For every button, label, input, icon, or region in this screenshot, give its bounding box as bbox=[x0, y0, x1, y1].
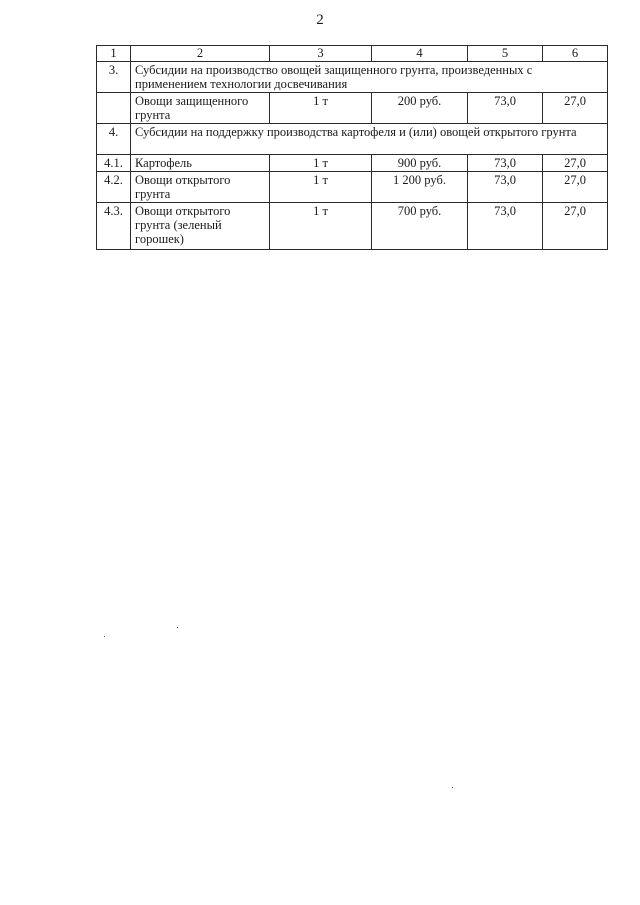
header-cell-1: 1 bbox=[97, 46, 131, 62]
row-number: 4.2. bbox=[97, 172, 131, 203]
rate-cell: 900 руб. bbox=[372, 155, 468, 172]
row-number: 3. bbox=[97, 62, 131, 93]
col5-cell: 73,0 bbox=[468, 172, 543, 203]
product-name: Картофель bbox=[131, 155, 270, 172]
table-header-row bbox=[97, 46, 608, 62]
header-cell-2: 2 bbox=[131, 46, 270, 62]
header-cell-5: 5 bbox=[468, 46, 543, 62]
col6-cell: 27,0 bbox=[543, 172, 608, 203]
section-title: Субсидии на производство овощей защищенного грунта, произведенных с применением технологии досвечивания bbox=[131, 62, 608, 93]
rate-cell: 700 руб. bbox=[372, 203, 468, 250]
table-row bbox=[97, 93, 608, 124]
page-number: 2 bbox=[316, 12, 324, 28]
col6-cell: 27,0 bbox=[543, 93, 608, 124]
rate-cell: 1 200 руб. bbox=[372, 172, 468, 203]
row-number: 4. bbox=[97, 124, 131, 155]
col6-cell: 27,0 bbox=[543, 203, 608, 250]
header-cell-4: 4 bbox=[372, 46, 468, 62]
col6-cell: 27,0 bbox=[543, 155, 608, 172]
unit-cell: 1 т bbox=[270, 172, 372, 203]
unit-cell: 1 т bbox=[270, 155, 372, 172]
col5-cell: 73,0 bbox=[468, 155, 543, 172]
rate-cell: 200 руб. bbox=[372, 93, 468, 124]
scan-speck bbox=[452, 787, 453, 788]
row-number: 4.1. bbox=[97, 155, 131, 172]
table-row bbox=[97, 62, 608, 93]
unit-cell: 1 т bbox=[270, 203, 372, 250]
section-title: Субсидии на поддержку производства картофеля и (или) овощей открытого грунта bbox=[131, 124, 608, 155]
product-name: Овощи открытого грунта (зеленый горошек) bbox=[131, 203, 270, 250]
product-name: Овощи открытого грунта bbox=[131, 172, 270, 203]
subsidy-table bbox=[96, 45, 608, 250]
row-number: 4.3. bbox=[97, 203, 131, 250]
col5-cell: 73,0 bbox=[468, 203, 543, 250]
header-cell-3: 3 bbox=[270, 46, 372, 62]
row-number bbox=[97, 93, 131, 124]
unit-cell: 1 т bbox=[270, 93, 372, 124]
header-cell-6: 6 bbox=[543, 46, 608, 62]
col5-cell: 73,0 bbox=[468, 93, 543, 124]
table-row bbox=[97, 124, 608, 155]
table-row bbox=[97, 155, 608, 172]
scan-speck bbox=[177, 627, 178, 628]
product-name: Овощи защищенного грунта bbox=[131, 93, 270, 124]
table-row bbox=[97, 203, 608, 250]
scan-speck bbox=[104, 636, 105, 637]
table-row bbox=[97, 172, 608, 203]
